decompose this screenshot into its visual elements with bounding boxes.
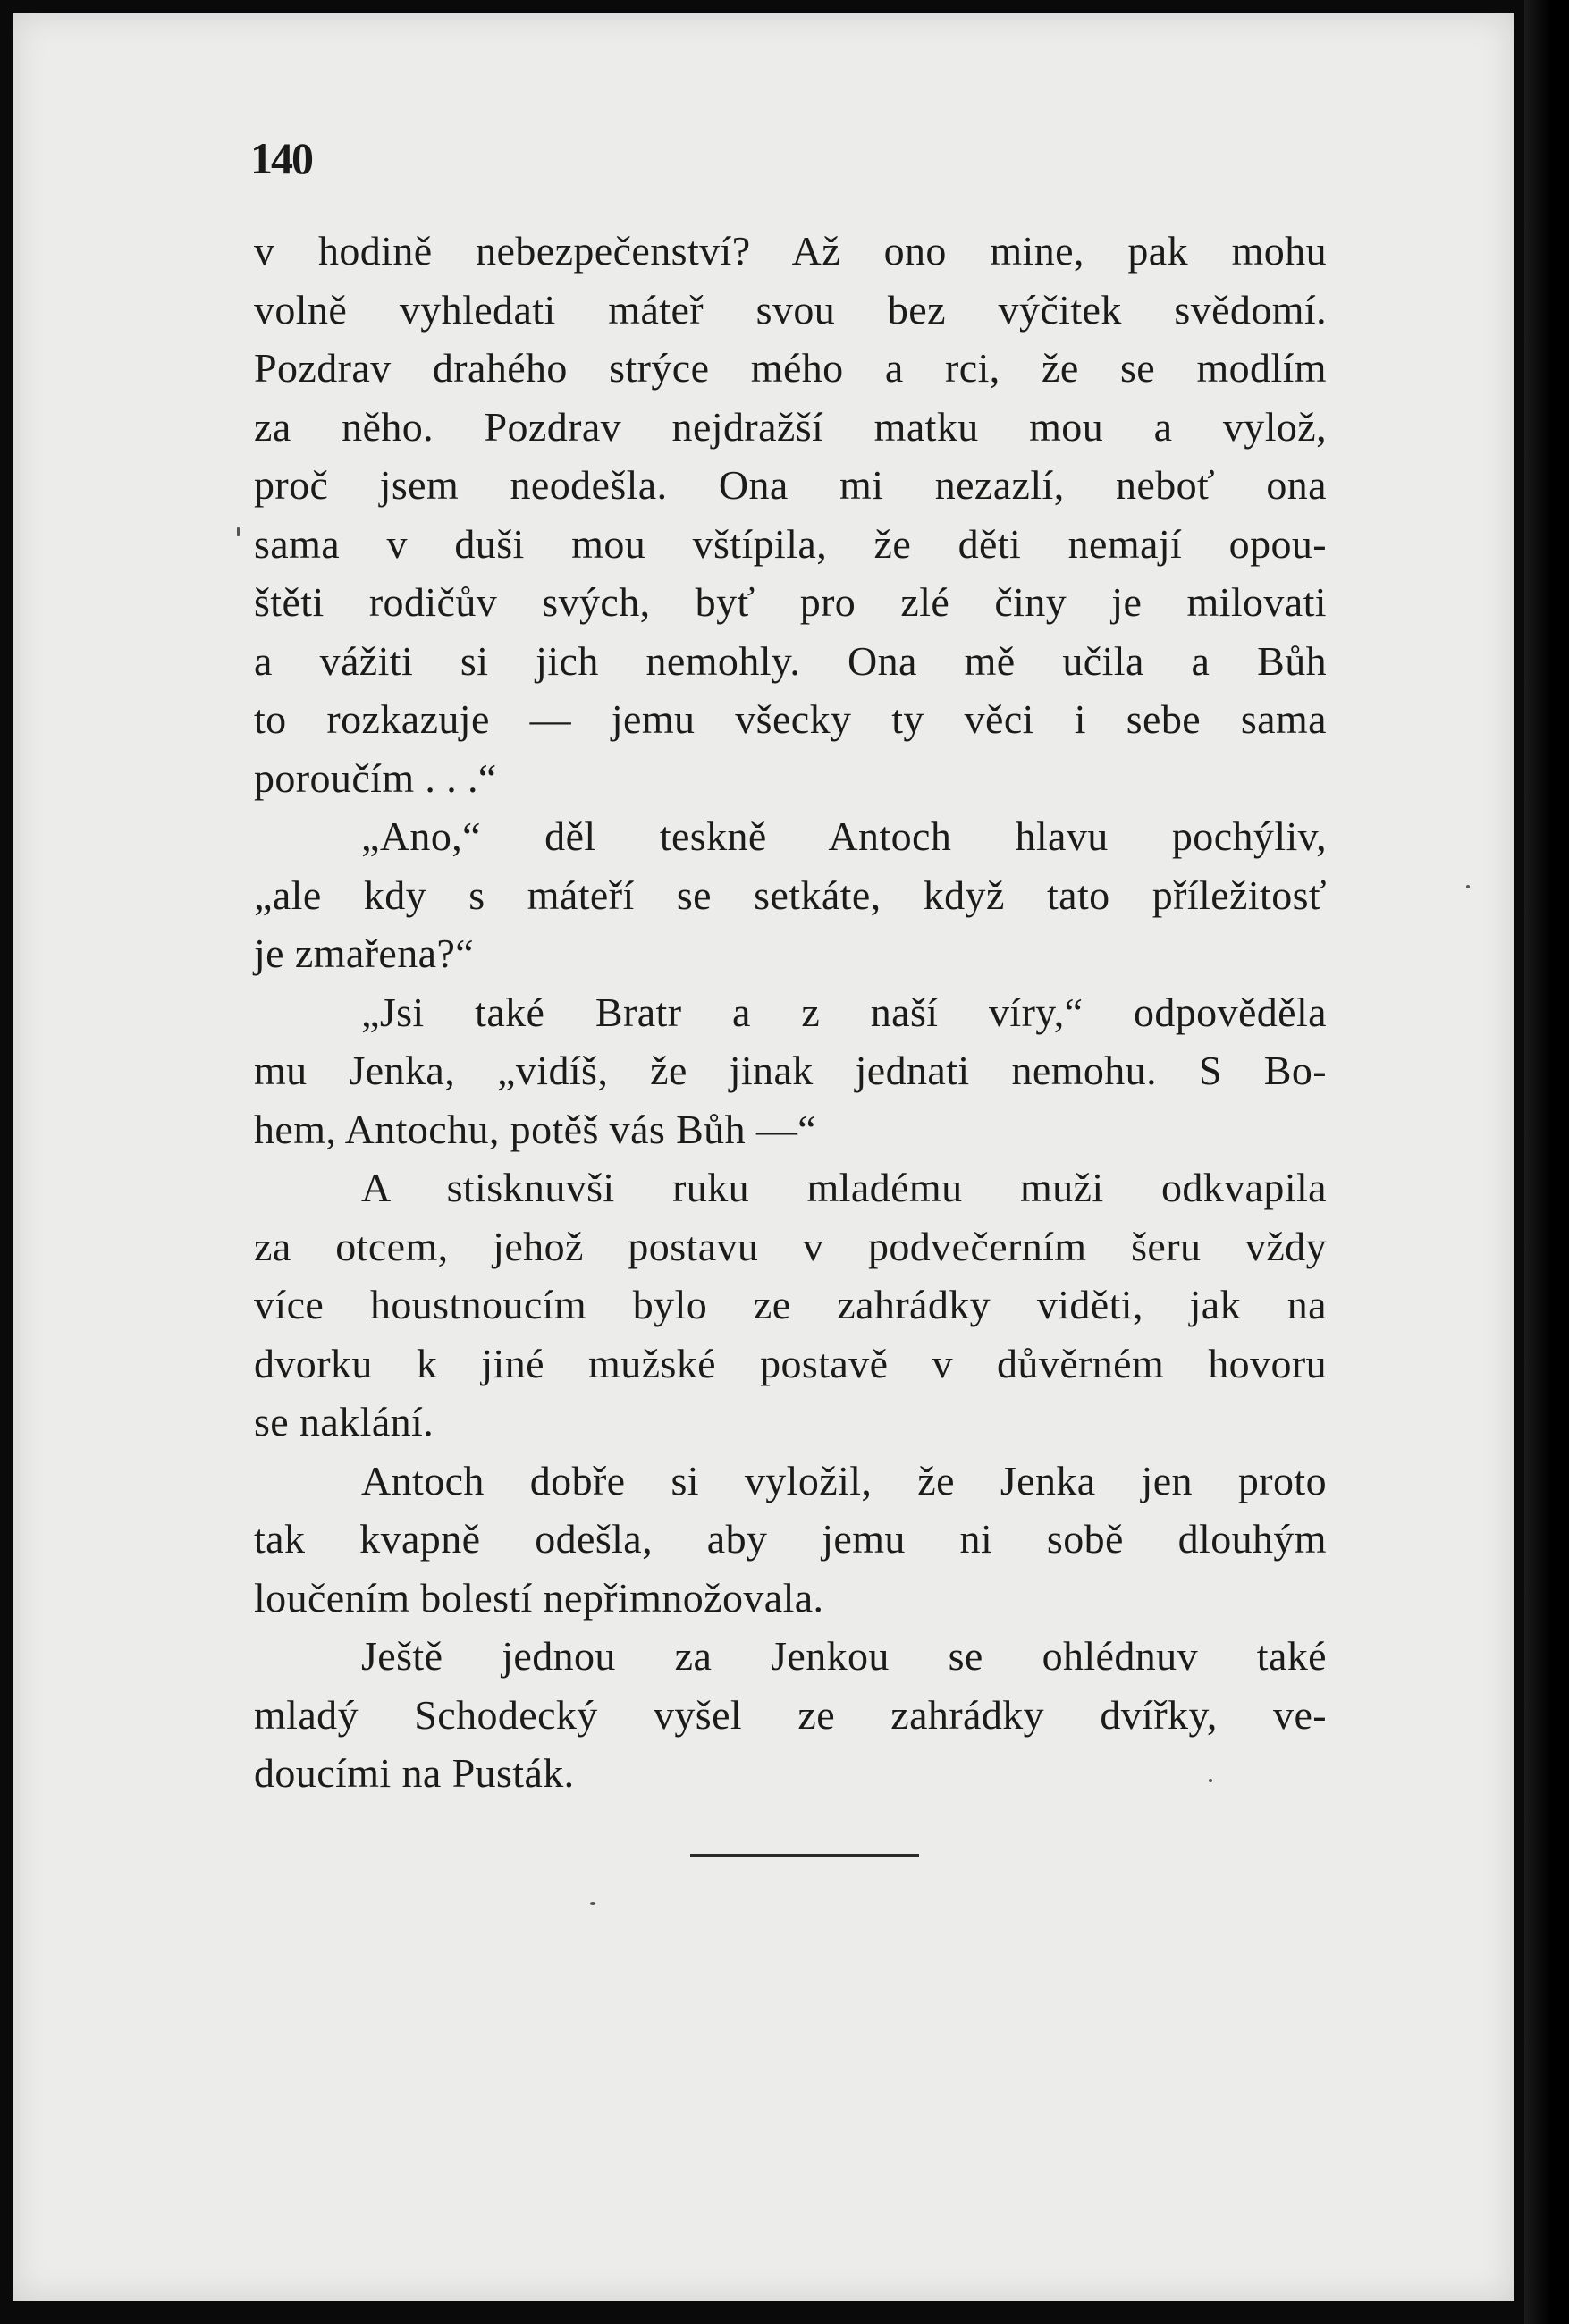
text-line: poroučím . . .“: [254, 754, 497, 801]
text-line: to rozkazuje — jemu všecky ty věci i sebe sama: [254, 696, 1327, 742]
paper-speck: [237, 527, 240, 536]
text-line: mu Jenka, „vidíš, že jinak jednati nemohu. S Bo-: [254, 1048, 1327, 1093]
text-line: se naklání.: [254, 1399, 434, 1444]
text-line: štěti rodičův svých, byť pro zlé činy je milovati: [254, 579, 1327, 625]
text-line: proč jsem neodešla. Ona mi nezazlí, neboť ona: [254, 462, 1327, 508]
text-line: je zmařena?“: [254, 930, 475, 976]
page-edge-shadow: [1524, 0, 1569, 2324]
text-line: A stisknuvši ruku mladému muži odkvapila: [361, 1165, 1327, 1210]
page-number: 140: [250, 133, 312, 183]
paper-speck: [1209, 1779, 1212, 1782]
text-line: volně vyhledati máteř svou bez výčitek svědomí.: [254, 286, 1327, 333]
text-line: Antoch dobře si vyložil, že Jenka jen proto: [361, 1457, 1327, 1503]
text-line: loučením bolestí nepřimnožovala.: [254, 1574, 824, 1621]
text-line: hem, Antochu, potěš vás Bůh —“: [254, 1106, 817, 1152]
text-line: „ale kdy s máteří se setkáte, když tato příležitosť: [254, 872, 1327, 918]
text-line: sama v duši mou vštípila, že děti nemají opou-: [254, 520, 1327, 567]
text-line: „Ano,“ děl teskně Antoch hlavu pochýliv,: [361, 813, 1327, 859]
text-line: za něho. Pozdrav nejdražší matku mou a vylož,: [254, 403, 1327, 450]
text-line: mladý Schodecký vyšel ze zahrádky dvířky, ve-: [254, 1691, 1327, 1738]
paper-speck: [590, 1902, 595, 1905]
body-text: [254, 222, 1327, 1803]
text-line: Ještě jednou za Jenkou se ohlédnuv také: [361, 1633, 1327, 1679]
text-line: za otcem, jehož postavu v podvečerním šeru vždy: [254, 1223, 1327, 1269]
text-line: Pozdrav drahého strýce mého a rci, že se modlím: [254, 345, 1327, 391]
paper-speck: [1466, 885, 1470, 888]
text-line: „Jsi také Bratr a z naší víry,“ odpověděla: [361, 989, 1327, 1035]
text-line: dvorku k jiné mužské postavě v důvěrném hovoru: [254, 1340, 1327, 1386]
section-end-rule: [690, 1854, 919, 1857]
text-line: v hodině nebezpečenství? Až ono mine, pak mohu: [254, 228, 1327, 274]
text-line: a vážiti si jich nemohly. Ona mě učila a Bůh: [254, 637, 1327, 684]
text-line: tak kvapně odešla, aby jemu ni sobě dlouhým: [254, 1516, 1327, 1562]
text-line: doucími na Pusták.: [254, 1750, 575, 1796]
text-line: více houstnoucím bylo ze zahrádky viděti, jak na: [254, 1282, 1327, 1327]
